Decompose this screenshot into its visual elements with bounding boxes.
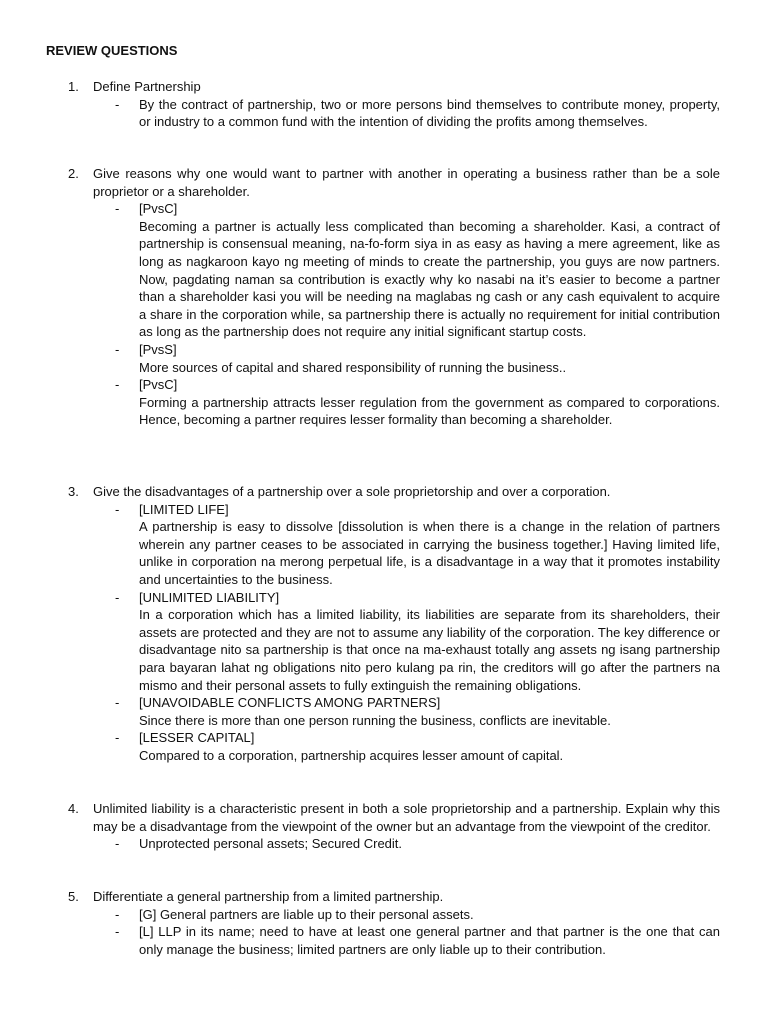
page-title: REVIEW QUESTIONS bbox=[46, 43, 178, 58]
answer-body: A partnership is easy to dissolve [dissolution is when there is a change in the relation of partners wherein any partner ceases to be associated in carrying the business together.] Having limited life, unlike in corporation na merong perpetual life, is a disadvantage in a way that it promotes instability and uncertainties to the business. bbox=[139, 519, 720, 587]
answer-tag: [UNAVOIDABLE CONFLICTS AMONG PARTNERS] bbox=[139, 695, 441, 711]
bullet-dash: - bbox=[115, 589, 120, 605]
question-5 bbox=[68, 888, 720, 958]
question-4 bbox=[68, 800, 720, 853]
answer-item bbox=[115, 376, 720, 429]
answer-item bbox=[115, 923, 720, 958]
answer-tag: [LIMITED LIFE] bbox=[139, 501, 229, 517]
answer-body: Unprotected personal assets; Secured Credit. bbox=[139, 836, 403, 852]
answer-body: Compared to a corporation, partnership acquires lesser amount of capital. bbox=[139, 747, 564, 763]
question-text: Unlimited liability is a characteristic present in both a sole proprietorship and a partnership. Explain why this may be a disadvantage from the viewpoint of the owner but an advantage from the viewpoint of the creditor. bbox=[93, 801, 720, 834]
answer-tag: [LESSER CAPITAL] bbox=[139, 730, 255, 746]
answer-tag: [PvsC] bbox=[139, 201, 178, 217]
question-number: 1. bbox=[68, 79, 79, 94]
bullet-dash: - bbox=[115, 201, 120, 217]
bullet-dash: - bbox=[115, 501, 120, 517]
answer-body: In a corporation which has a limited liability, its liabilities are separate from its shareholders, their assets are protected and they are not to assume any liability of the corporation. The key difference or disadvantage nito sa partnership is that once na ma-exhaust totally ang assets ng isang partnership para bayaran lahat ng obligations nito pero kulang pa rin, the creditors will go after the partners na mismo and their personal assets to fully extinguish the remaining obligations. bbox=[139, 607, 720, 693]
answer-body: More sources of capital and shared responsibility of running the business.. bbox=[139, 359, 567, 375]
bullet-dash: - bbox=[115, 695, 120, 711]
bullet-dash: - bbox=[115, 341, 120, 357]
answer-item bbox=[115, 729, 720, 764]
answer-item bbox=[115, 906, 720, 924]
answer-body: By the contract of partnership, two or more persons bind themselves to contribute money, property, or industry to a common fund with the intention of dividing the profits among themselves. bbox=[139, 96, 720, 130]
answer-tag: [UNLIMITED LIABILITY] bbox=[139, 589, 280, 605]
question-1 bbox=[68, 78, 720, 131]
question-2 bbox=[68, 165, 720, 429]
bullet-dash: - bbox=[115, 906, 120, 922]
answer-item bbox=[115, 835, 720, 853]
bullet-dash: - bbox=[115, 96, 120, 112]
question-number: 3. bbox=[68, 484, 79, 499]
answer-item bbox=[115, 96, 720, 131]
question-text: Give reasons why one would want to partner with another in operating a business rather than be a sole proprietor or a shareholder. bbox=[93, 166, 720, 199]
question-3 bbox=[68, 483, 720, 765]
bullet-dash: - bbox=[115, 924, 120, 940]
question-text: Define Partnership bbox=[93, 79, 201, 94]
answer-item bbox=[115, 589, 720, 695]
answer-item bbox=[115, 501, 720, 589]
answer-body: Forming a partnership attracts lesser regulation from the government as compared to corporations. Hence, becoming a partner requires lesser formality than becoming a shareholder. bbox=[139, 394, 720, 428]
question-text: Differentiate a general partnership from a limited partnership. bbox=[93, 889, 444, 904]
question-number: 5. bbox=[68, 889, 79, 904]
answer-body: Since there is more than one person running the business, conflicts are inevitable. bbox=[139, 712, 611, 728]
answer-tag: [PvsS] bbox=[139, 341, 177, 357]
question-number: 4. bbox=[68, 801, 79, 816]
bullet-dash: - bbox=[115, 730, 120, 746]
answer-body: Becoming a partner is actually less complicated than becoming a shareholder. Kasi, a contract of partnership is consensual meaning, na-fo-form siya in as easy as having a mere agreement, like as long as nagkaroon kayo ng meeting of minds to create the partnership, you guys are now partners. Now, pagdating naman sa contribution is exactly why ko nasabi na it’s easier to become a partner than a shareholder kasi you will be needing na maglabas ng cash or any cash equivalent to acquire a share in the corporation while, sa partnership there is actually no requirement for initial contribution as long as the partnership does not require any initial significant startup costs. bbox=[139, 218, 720, 340]
answer-body: [G] General partners are liable up to their personal assets. bbox=[139, 906, 474, 922]
answer-item bbox=[115, 200, 720, 341]
question-number: 2. bbox=[68, 166, 79, 181]
bullet-dash: - bbox=[115, 377, 120, 393]
answer-item bbox=[115, 341, 720, 376]
answer-item bbox=[115, 694, 720, 729]
answer-body: [L] LLP in its name; need to have at least one general partner and that partner is the one that can only manage the business; limited partners are only liable up to their contribution. bbox=[139, 924, 720, 957]
answer-tag: [PvsC] bbox=[139, 377, 178, 393]
bullet-dash: - bbox=[115, 836, 120, 852]
question-text: Give the disadvantages of a partnership over a sole proprietorship and over a corporation. bbox=[93, 484, 611, 499]
